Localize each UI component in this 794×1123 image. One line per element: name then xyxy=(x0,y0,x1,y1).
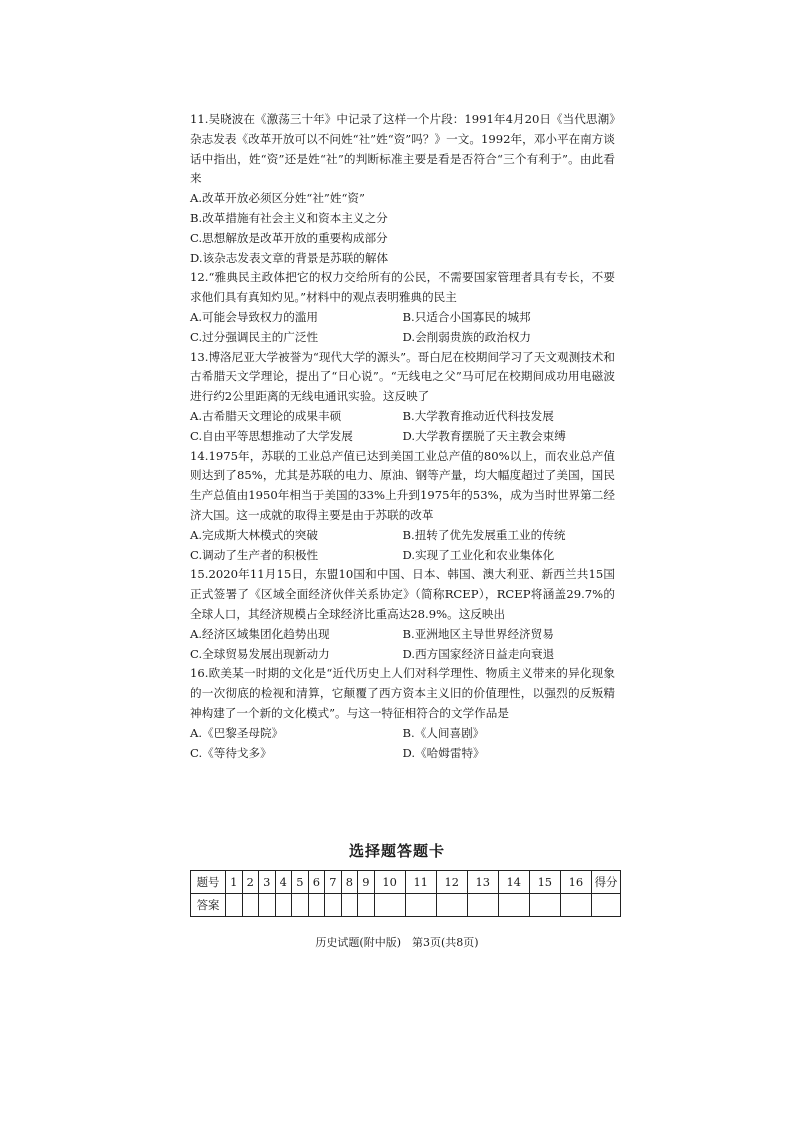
option-b: B.大学教育推动近代科技发展 xyxy=(402,408,554,423)
answer-cell[interactable] xyxy=(259,894,276,917)
question-number-cell: 13 xyxy=(467,871,498,894)
answer-card-title: 选择题答题卡 xyxy=(348,842,445,860)
question-number-cell: 16 xyxy=(560,871,591,894)
question-13 xyxy=(190,348,615,447)
answer-cell[interactable] xyxy=(374,894,405,917)
option-d: D.会削弱贵族的政治权力 xyxy=(402,329,532,344)
option-row xyxy=(190,625,615,645)
answer-cell[interactable] xyxy=(560,894,591,917)
answer-cell[interactable] xyxy=(292,894,309,917)
option-c: C.《等待戈多》 xyxy=(190,745,272,760)
question-number-cell: 4 xyxy=(275,871,292,894)
option-b: B.《人间喜剧》 xyxy=(402,725,485,740)
question-number-cell: 3 xyxy=(259,871,276,894)
option-d: D.实现了工业化和农业集体化 xyxy=(402,547,555,562)
answer-cell[interactable] xyxy=(529,894,560,917)
option-b: B.亚洲地区主导世界经济贸易 xyxy=(402,626,554,641)
question-number-cell: 7 xyxy=(325,871,342,894)
answer-cell[interactable] xyxy=(436,894,467,917)
question-number-cell: 15 xyxy=(529,871,560,894)
option-row xyxy=(190,526,615,546)
question-stem: 12.“雅典民主政体把它的权力交给所有的公民，不需要国家管理者具有专长，不要求他们具有真知灼见。”材料中的观点表明雅典的民主 xyxy=(190,270,615,305)
question-stem: 11.吴晓波在《激荡三十年》中记录了这样一个片段：1991年4月20日《当代思潮》杂志发表《改革开放可以不问姓“社”姓“资”吗？》一文。1992年，邓小平在南方谈话中指出，姓“资”还是姓“社”的判断标准主要是看是否符合“三个有利于”。由此看来 xyxy=(190,112,615,186)
option-a: A.经济区域集团化趋势出现 xyxy=(190,626,330,641)
question-number-cell: 10 xyxy=(374,871,405,894)
option-row xyxy=(190,546,615,566)
option-c: C.思想解放是改革开放的重要构成部分 xyxy=(190,230,388,245)
answer-card-table xyxy=(190,870,621,917)
question-number-cell: 5 xyxy=(292,871,309,894)
answer-cell[interactable] xyxy=(405,894,436,917)
answer-cell[interactable] xyxy=(275,894,292,917)
option-b: B.只适合小国寡民的城邦 xyxy=(402,309,531,324)
option-c: C.自由平等思想推动了大学发展 xyxy=(190,428,353,443)
question-number-row xyxy=(191,871,621,894)
question-11 xyxy=(190,110,615,268)
question-number-label: 题号 xyxy=(191,871,226,894)
score-cell[interactable] xyxy=(592,894,621,917)
answer-label: 答案 xyxy=(191,894,226,917)
score-label: 得分 xyxy=(592,871,621,894)
option-a: A.改革开放必须区分姓“社”姓“资” xyxy=(190,191,365,206)
answer-cell[interactable] xyxy=(498,894,529,917)
option-row xyxy=(190,328,615,348)
option-c: C.全球贸易发展出现新动力 xyxy=(190,646,330,661)
answer-row xyxy=(191,894,621,917)
question-number-cell: 14 xyxy=(498,871,529,894)
option-d: D.《哈姆雷特》 xyxy=(402,745,485,760)
answer-cell[interactable] xyxy=(226,894,243,917)
question-stem: 16.欧美某一时期的文化是“近代历史上人们对科学理性、物质主义带来的异化现象的一次彻底的检视和清算，它颠覆了西方资本主义旧的价值理性，以强烈的反叛精神构建了一个新的文化模式”。与这一特征相符合的文学作品是 xyxy=(190,666,615,720)
question-number-cell: 1 xyxy=(226,871,243,894)
option-c: C.过分强调民主的广泛性 xyxy=(190,329,319,344)
option-d: D.该杂志发表文章的背景是苏联的解体 xyxy=(190,250,389,265)
question-list xyxy=(190,110,615,763)
option-d: D.西方国家经济日益走向衰退 xyxy=(402,646,555,661)
question-stem: 14.1975年，苏联的工业总产值已达到美国工业总产值的80%以上，而农业总产值则达到了85%，尤其是苏联的电力、原油、钢等产量，均大幅度超过了美国，国民生产总值由1950年相当于美国的33%上升到1975年的53%，成为当时世界第二经济大国。这一成就的取得主要是由于苏联的改革 xyxy=(190,448,615,522)
question-15 xyxy=(190,565,615,664)
question-number-cell: 9 xyxy=(358,871,375,894)
option-a: A.完成斯大林模式的突破 xyxy=(190,527,318,542)
option-b: B.扭转了优先发展重工业的传统 xyxy=(402,527,566,542)
option-a: A.古希腊天文理论的成果丰硕 xyxy=(190,408,342,423)
option-c: C.调动了生产者的积极性 xyxy=(190,547,319,562)
question-number-cell: 12 xyxy=(436,871,467,894)
question-number-cell: 8 xyxy=(341,871,358,894)
page-footer: 历史试题(附中版) 第3页(共8页) xyxy=(315,936,479,949)
answer-cell[interactable] xyxy=(242,894,259,917)
answer-cell[interactable] xyxy=(325,894,342,917)
option-row xyxy=(190,645,615,665)
question-14 xyxy=(190,447,615,566)
answer-cell[interactable] xyxy=(341,894,358,917)
option-row xyxy=(190,724,615,744)
option-d: D.大学教育摆脱了天主教会束缚 xyxy=(402,428,566,443)
option-row xyxy=(190,427,615,447)
option-row xyxy=(190,407,615,427)
question-12 xyxy=(190,268,615,347)
option-row xyxy=(190,308,615,328)
question-number-cell: 6 xyxy=(308,871,325,894)
answer-cell[interactable] xyxy=(467,894,498,917)
question-16 xyxy=(190,664,615,763)
option-a: A.可能会导致权力的滥用 xyxy=(190,309,318,324)
answer-cell[interactable] xyxy=(358,894,375,917)
option-a: A.《巴黎圣母院》 xyxy=(190,725,284,740)
question-number-cell: 11 xyxy=(405,871,436,894)
option-b: B.改革措施有社会主义和资本主义之分 xyxy=(190,210,388,225)
question-number-cell: 2 xyxy=(242,871,259,894)
question-stem: 15.2020年11月15日，东盟10国和中国、日本、韩国、澳大利亚、新西兰共15国正式签署了《区域全面经济伙伴关系协定》（简称RCEP），RCEP将涵盖29.7%的全球人口，其经济规模占全球经济比重高达28.9%。这反映出 xyxy=(190,567,615,621)
answer-cell[interactable] xyxy=(308,894,325,917)
option-row xyxy=(190,744,615,764)
question-stem: 13.博洛尼亚大学被誉为“现代大学的源头”。哥白尼在校期间学习了天文观测技术和古希腊天文学理论，提出了“日心说”。“无线电之父”马可尼在校期间成功用电磁波进行约2公里距离的无线电通讯实验。这反映了 xyxy=(190,349,615,404)
